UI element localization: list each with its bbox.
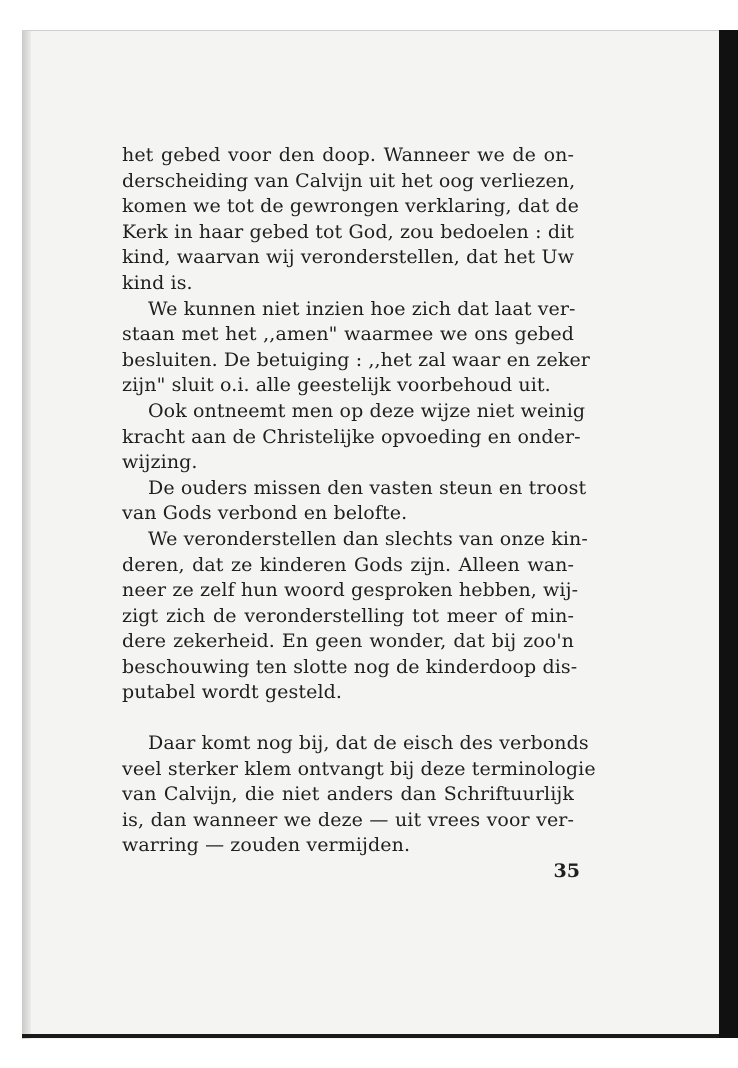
text-line: zijn" sluit o.i. alle geestelijk voorbehoud uit. [122,374,551,397]
page-edge-right [719,30,738,1038]
text-line: putabel wordt gesteld. [122,681,343,704]
page-edge-bottom [22,1034,719,1038]
text-line: warring — zouden vermijden. [122,834,411,857]
text-line: het gebed voor den doop. Wanneer we de on- [122,144,574,166]
text-line: kind, waarvan wij veronderstellen, dat het Uw [122,246,574,269]
text-line: besluiten. De betuiging : ,,het zal waar en zeker [122,348,590,371]
text-line: wijzing. [122,451,198,474]
text-line: van Calvijn, die niet anders dan Schriftuurlijk [122,783,574,806]
text-line: kracht aan de Christelijke opvoeding en onder- [122,425,581,448]
text-line: dere zekerheid. En geen wonder, dat bij zoo'n [122,630,574,653]
text-line: kind is. [122,271,193,294]
text-line: is, dan wanneer we deze — uit vrees voor ver- [122,808,574,831]
binding-shadow [22,31,31,1039]
body-text [122,143,596,859]
text-line: deren, dat ze kinderen Gods zijn. Alleen wan- [122,553,574,576]
text-line: De ouders missen den vasten steun en troost [148,476,587,499]
text-line: neer ze zelf hun woord gesproken hebben, wij- [122,579,579,602]
text-line: veel sterker klem ontvangt bij deze terminologie [122,757,596,780]
text-line: staan met het ,,amen" waarmee we ons gebed [122,323,574,346]
text-line: Daar komt nog bij, dat de eisch des verbonds [148,732,589,755]
text-line: Ook ontneemt men op deze wijze niet weinig [148,399,586,422]
text-line: beschouwing ten slotte nog de kinderdoop dis- [122,655,578,678]
text-line: We veronderstellen dan slechts van onze kin- [148,527,588,550]
text-line: zigt zich de veronderstelling tot meer of min- [122,604,574,627]
paragraph-gap [122,706,574,731]
text-line: komen we tot de gewrongen verklaring, dat de [122,195,579,218]
text-line: derscheiding van Calvijn uit het oog verliezen, [122,169,576,192]
page-number: 35 [553,860,580,882]
text-line: van Gods verbond en belofte. [122,502,408,525]
text-line: Kerk in haar gebed tot God, zou bedoelen : dit [122,220,574,243]
text-line: We kunnen niet inzien hoe zich dat laat ver- [148,297,576,320]
